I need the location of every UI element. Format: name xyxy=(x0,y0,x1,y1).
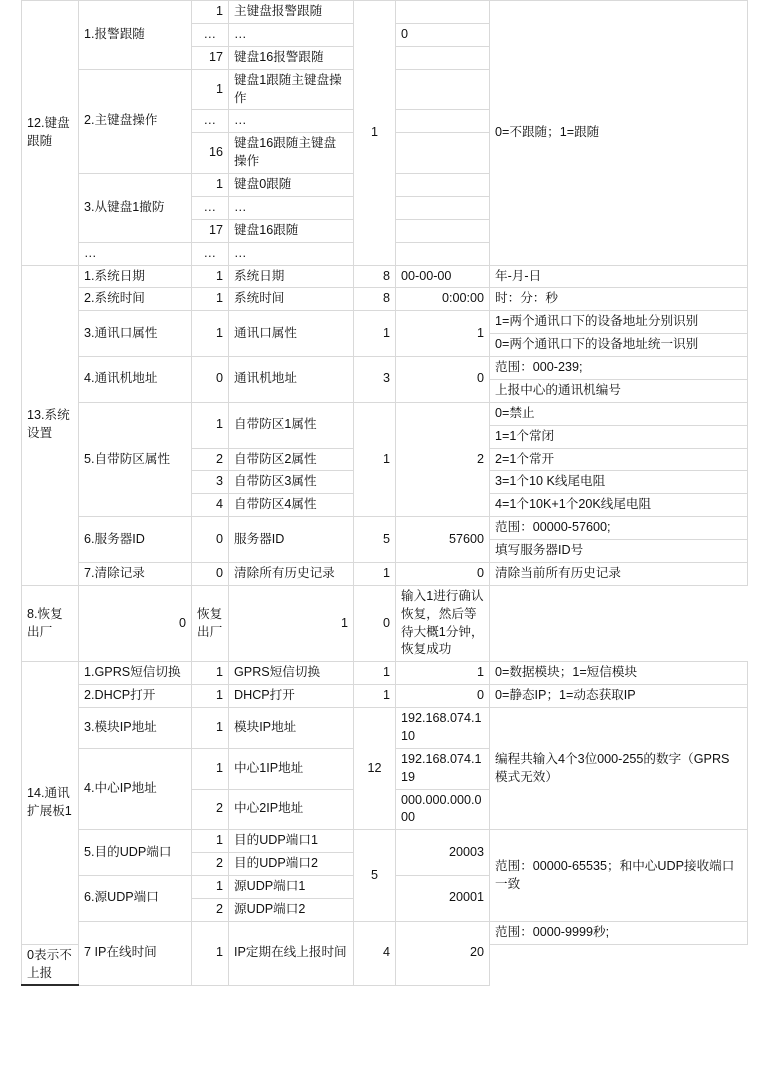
item-label: DHCP打开 xyxy=(229,685,354,708)
item-remark: 0=禁止 xyxy=(490,402,748,425)
group-default-blank xyxy=(396,242,490,265)
group-name: 4.通讯机地址 xyxy=(79,357,192,403)
item-label: 自带防区3属性 xyxy=(229,471,354,494)
group-default-blank xyxy=(396,219,490,242)
item-label: 自带防区4属性 xyxy=(229,494,354,517)
item-label: 源UDP端口1 xyxy=(229,876,354,899)
item-label: GPRS短信切换 xyxy=(229,662,354,685)
item-index: 17 xyxy=(192,46,229,69)
item-label: 清除所有历史记录 xyxy=(229,562,354,585)
table-row xyxy=(22,708,748,749)
item-label: 自带防区2属性 xyxy=(229,448,354,471)
group-name: 8.恢复出厂 xyxy=(22,585,79,662)
table-row xyxy=(22,662,748,685)
item-value: 0 xyxy=(396,685,490,708)
item-index: 2 xyxy=(192,898,229,921)
item-length: 8 xyxy=(354,288,396,311)
item-index: 2 xyxy=(192,789,229,830)
group-name: 7.清除记录 xyxy=(79,562,192,585)
item-label: IP定期在线上报时间 xyxy=(229,921,354,985)
item-index: 1 xyxy=(192,174,229,197)
item-remark: 1=1个常闭 xyxy=(490,425,748,448)
item-label: 目的UDP端口2 xyxy=(229,853,354,876)
item-remark: 编程共输入4个3位000-255的数字（GPRS模式无效） xyxy=(490,708,748,830)
item-value: 0 xyxy=(396,357,490,403)
item-value: 0 xyxy=(396,562,490,585)
item-label: 系统时间 xyxy=(229,288,354,311)
item-label: … xyxy=(229,196,354,219)
item-index: … xyxy=(192,242,229,265)
item-length: 1 xyxy=(354,402,396,516)
item-remark: 填写服务器ID号 xyxy=(490,540,748,563)
item-value: 57600 xyxy=(396,517,490,563)
table-row xyxy=(22,1,748,24)
item-index: 1 xyxy=(192,685,229,708)
item-value: 2 xyxy=(396,402,490,516)
item-value: 192.168.074.110 xyxy=(396,708,490,749)
group-name-12-2: 2.主键盘操作 xyxy=(79,69,192,173)
group-default-12-1 xyxy=(396,1,490,24)
item-length: 1 xyxy=(354,662,396,685)
item-label: 恢复出厂 xyxy=(192,585,229,662)
table-row xyxy=(22,685,748,708)
item-length: 5 xyxy=(354,830,396,922)
item-label: … xyxy=(229,110,354,133)
group-name: 5.自带防区属性 xyxy=(79,402,192,516)
item-index: 1 xyxy=(192,288,229,311)
item-index: … xyxy=(192,23,229,46)
group-name-12-1: 1.报警跟随 xyxy=(79,1,192,70)
item-index: 1 xyxy=(192,265,229,288)
item-label: 中心2IP地址 xyxy=(229,789,354,830)
table-row xyxy=(22,562,748,585)
item-value: 20003 xyxy=(396,830,490,876)
item-remark: 4=1个10K+1个20K线尾电阻 xyxy=(490,494,748,517)
item-value: 00-00-00 xyxy=(396,265,490,288)
item-length: 1 xyxy=(229,585,354,662)
item-value: 192.168.074.119 xyxy=(396,748,490,789)
item-index: 0 xyxy=(192,357,229,403)
item-index: 1 xyxy=(192,662,229,685)
item-index: 2 xyxy=(192,448,229,471)
item-label: … xyxy=(229,23,354,46)
group-name: 3.通讯口属性 xyxy=(79,311,192,357)
item-label: 主键盘报警跟随 xyxy=(229,1,354,24)
table-row xyxy=(22,265,748,288)
item-index: … xyxy=(192,110,229,133)
item-length: 5 xyxy=(354,517,396,563)
table-row xyxy=(22,357,748,380)
item-value: 0 xyxy=(354,585,396,662)
item-remark: 上报中心的通讯机编号 xyxy=(490,379,748,402)
parameter-table xyxy=(21,0,748,986)
item-label: 中心1IP地址 xyxy=(229,748,354,789)
group-name: 7 IP在线时间 xyxy=(79,921,192,985)
item-remark: 1=两个通讯口下的设备地址分别识别 xyxy=(490,311,748,334)
item-length: 3 xyxy=(354,357,396,403)
item-label: … xyxy=(229,242,354,265)
item-value: 1 xyxy=(396,311,490,357)
group-name-12-3: 3.从键盘1撤防 xyxy=(79,174,192,243)
item-remark: 0=两个通讯口下的设备地址统一识别 xyxy=(490,334,748,357)
item-value: 000.000.000.000 xyxy=(396,789,490,830)
item-label: 通讯机地址 xyxy=(229,357,354,403)
item-remark: 0=静态IP；1=动态获取IP xyxy=(490,685,748,708)
item-index: 17 xyxy=(192,219,229,242)
item-label: 键盘16报警跟随 xyxy=(229,46,354,69)
group-name: 1.GPRS短信切换 xyxy=(79,662,192,685)
group-name: 5.目的UDP端口 xyxy=(79,830,192,876)
item-index: 1 xyxy=(192,311,229,357)
item-label: 键盘1跟随主键盘操作 xyxy=(229,69,354,110)
group-default-blank xyxy=(396,174,490,197)
group-name: 1.系统日期 xyxy=(79,265,192,288)
group-name: 3.模块IP地址 xyxy=(79,708,192,749)
item-index: 1 xyxy=(192,1,229,24)
item-remark: 范围：00000-57600; xyxy=(490,517,748,540)
item-label: 自带防区1属性 xyxy=(229,402,354,448)
item-remark: 0=数据模块；1=短信模块 xyxy=(490,662,748,685)
item-length: 8 xyxy=(354,265,396,288)
item-label: 目的UDP端口1 xyxy=(229,830,354,853)
item-index: 0 xyxy=(192,517,229,563)
group-default-12-1: 0 xyxy=(396,23,490,46)
item-index: 0 xyxy=(192,562,229,585)
item-value: 20001 xyxy=(396,876,490,922)
section-name-14: 14.通讯扩展板1 xyxy=(22,662,79,944)
item-remark: 输入1进行确认恢复，然后等待大概1分钟，恢复成功 xyxy=(396,585,490,662)
item-remark: 年-月-日 xyxy=(490,265,748,288)
section-name-13: 13.系统设置 xyxy=(22,265,79,585)
item-value: 1 xyxy=(396,662,490,685)
item-index: 4 xyxy=(192,494,229,517)
item-index: 1 xyxy=(192,876,229,899)
table-row xyxy=(22,288,748,311)
group-name-12-4: … xyxy=(79,242,192,265)
item-remark: 时：分：秒 xyxy=(490,288,748,311)
table-row xyxy=(22,585,748,662)
item-index: 1 xyxy=(192,921,229,985)
group-default-blank xyxy=(396,46,490,69)
item-label: 键盘16跟随 xyxy=(229,219,354,242)
item-label: 模块IP地址 xyxy=(229,708,354,749)
section-default-12: 1 xyxy=(354,1,396,266)
table-row xyxy=(22,402,748,425)
item-length: 12 xyxy=(354,708,396,830)
item-index: 0 xyxy=(79,585,192,662)
group-default-blank xyxy=(396,196,490,219)
item-label: 键盘16跟随主键盘操作 xyxy=(229,133,354,174)
group-name: 4.中心IP地址 xyxy=(79,748,192,830)
item-label: 服务器ID xyxy=(229,517,354,563)
item-index: 1 xyxy=(192,708,229,749)
table-row xyxy=(22,830,748,853)
item-index: 2 xyxy=(192,853,229,876)
group-name: 6.服务器ID xyxy=(79,517,192,563)
item-label: 通讯口属性 xyxy=(229,311,354,357)
item-index: 16 xyxy=(192,133,229,174)
item-remark: 范围：0000-9999秒; xyxy=(490,921,748,944)
item-index: 3 xyxy=(192,471,229,494)
item-label: 源UDP端口2 xyxy=(229,898,354,921)
group-name: 2.DHCP打开 xyxy=(79,685,192,708)
table-row xyxy=(22,921,748,944)
section-name-12: 12.键盘跟随 xyxy=(22,1,79,266)
group-default-blank xyxy=(396,133,490,174)
item-index: … xyxy=(192,196,229,219)
table-row xyxy=(22,517,748,540)
item-remark: 3=1个10 K线尾电阻 xyxy=(490,471,748,494)
item-remark: 范围：000-239; xyxy=(490,357,748,380)
group-name: 6.源UDP端口 xyxy=(79,876,192,922)
item-remark: 范围：00000-65535；和中心UDP接收端口一致 xyxy=(490,830,748,922)
item-remark: 清除当前所有历史记录 xyxy=(490,562,748,585)
item-length: 1 xyxy=(354,562,396,585)
table-row xyxy=(22,311,748,334)
item-index: 1 xyxy=(192,830,229,853)
item-value: 0:00:00 xyxy=(396,288,490,311)
item-index: 1 xyxy=(192,748,229,789)
item-label: 键盘0跟随 xyxy=(229,174,354,197)
item-length: 4 xyxy=(354,921,396,985)
item-remark: 2=1个常开 xyxy=(490,448,748,471)
group-default-blank xyxy=(396,69,490,110)
item-value: 20 xyxy=(396,921,490,985)
item-label: 系统日期 xyxy=(229,265,354,288)
item-index: 1 xyxy=(192,69,229,110)
item-length: 1 xyxy=(354,311,396,357)
group-name: 2.系统时间 xyxy=(79,288,192,311)
section-remark-12: 0=不跟随；1=跟随 xyxy=(490,1,748,266)
item-length: 1 xyxy=(354,685,396,708)
item-remark: 0表示不上报 xyxy=(22,944,79,985)
group-default-blank xyxy=(396,110,490,133)
item-index: 1 xyxy=(192,402,229,448)
